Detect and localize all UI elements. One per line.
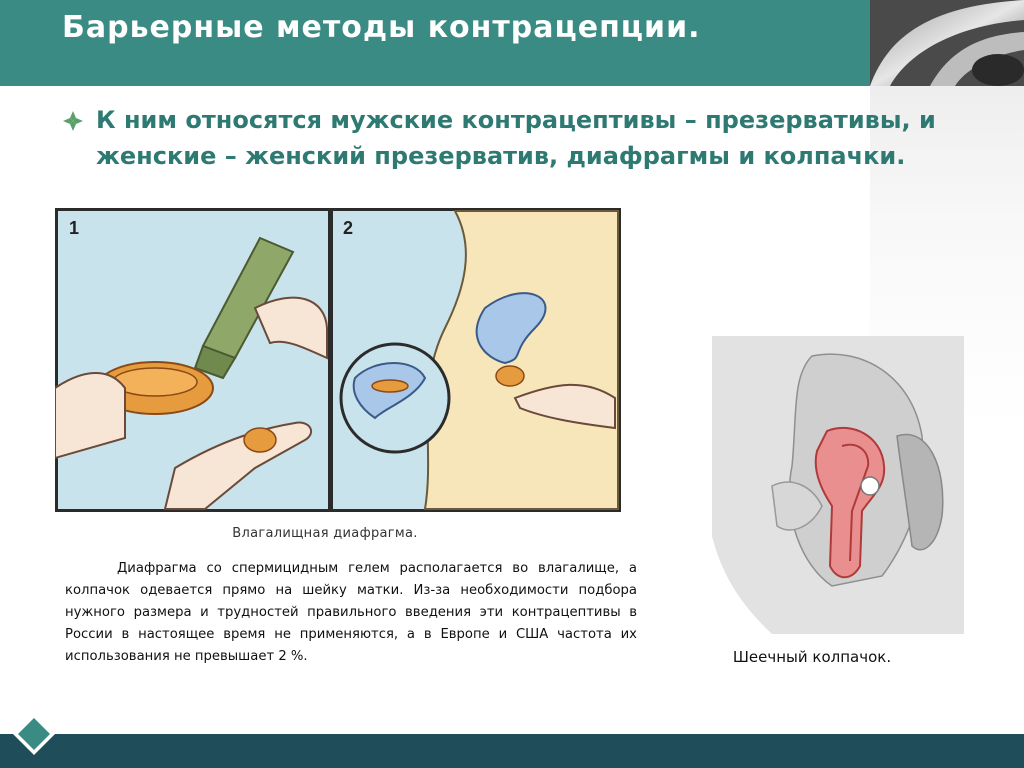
cervical-cap-illustration (712, 336, 964, 634)
description-paragraph: Диафрагма со спермицидным гелем располагается во влагалище, а колпачок одевается прямо на шейку матки. Из-за необходимости подбора нужного размера и трудностей правильного введения эти контрацептивы в России в настоящее время не применяются, а в Европе и США частота их использования не превышает 2 %. (65, 561, 637, 664)
slide-title: Барьерные методы контрацепции. (62, 10, 701, 45)
header-decoration-image (870, 0, 1024, 86)
caption-diaphragm: Влагалищная диафрагма. (232, 526, 418, 541)
footer-bar (0, 734, 1024, 768)
bullet-text: К ним относятся мужские контрацептивы – презервативы, и женские – женский презерватив, диафрагмы и колпачки. (96, 106, 936, 170)
bullet-item (62, 102, 962, 174)
cervical-cap-shape (861, 477, 879, 495)
diaphragm-illustration (55, 208, 621, 512)
caption-cervical-cap: Шеечный колпачок. (732, 648, 892, 666)
panel-number-2: 2 (343, 218, 354, 238)
panel-number-1: 1 (69, 218, 80, 238)
header-bar (0, 0, 1024, 86)
diamond-bullet-icon (62, 110, 84, 132)
diamond-logo-icon (12, 712, 56, 756)
